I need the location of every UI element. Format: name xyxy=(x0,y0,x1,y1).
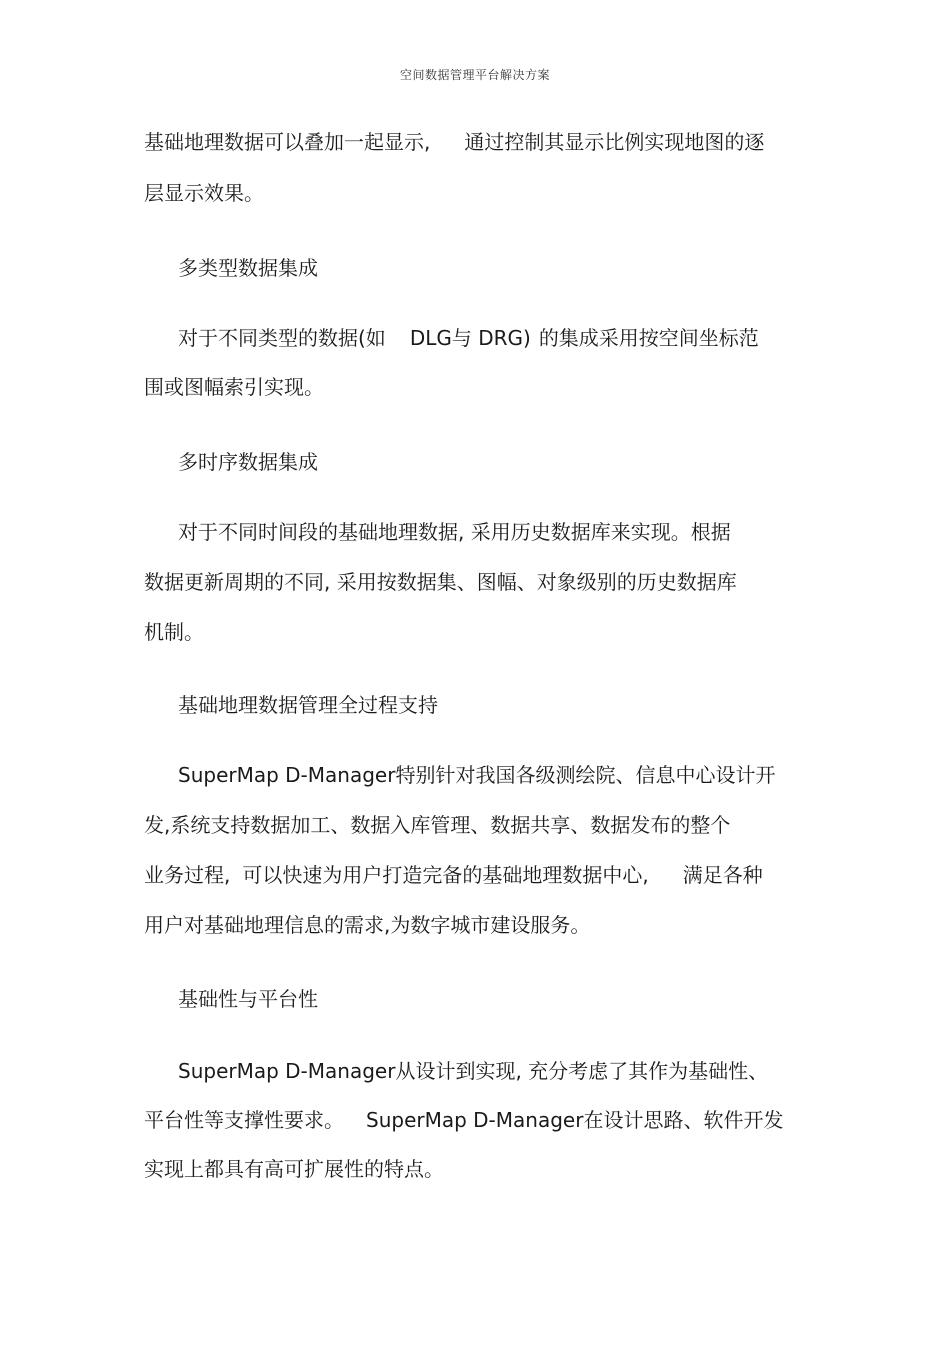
paragraph-line: SuperMap D-Manager从设计到实现, 充分考虑了其作为基础性、 xyxy=(178,1059,769,1083)
text-segment: SuperMap D-Manager在设计思路、软件开发 xyxy=(366,1108,784,1132)
paragraph-line: 实现上都具有高可扩展性的特点。 xyxy=(144,1157,444,1181)
paragraph-line: 围或图幅索引实现。 xyxy=(144,375,324,399)
paragraph-line: 对于不同时间段的基础地理数据, 采用历史数据库来实现。根据 xyxy=(178,520,731,544)
text-segment: DLG与 DRG) xyxy=(409,326,531,350)
section-heading: 多时序数据集成 xyxy=(178,450,318,474)
paragraph-line: 层显示效果。 xyxy=(144,181,264,205)
text-segment: 可以快速为用户打造完备的基础地理数据中心, xyxy=(242,863,649,887)
paragraph-line: 机制。 xyxy=(144,620,204,644)
paragraph-line: 发,系统支持数据加工、数据入库管理、数据共享、数据发布的整个 xyxy=(144,813,731,837)
paragraph-line xyxy=(144,1107,824,1133)
section-heading: 基础性与平台性 xyxy=(178,987,318,1011)
section-heading: 多类型数据集成 xyxy=(178,256,318,280)
text-segment: 平台性等支撑性要求。 xyxy=(144,1108,344,1132)
page-header: 空间数据管理平台解决方案 xyxy=(399,68,550,82)
text-segment: 满足各种 xyxy=(682,863,763,887)
paragraph-line: SuperMap D-Manager特别针对我国各级测绘院、信息中心设计开 xyxy=(178,763,776,787)
paragraph-line xyxy=(144,862,824,888)
paragraph-line: 数据更新周期的不同, 采用按数据集、图幅、对象级别的历史数据库 xyxy=(144,570,737,594)
paragraph-line xyxy=(178,325,858,351)
text-segment: 基础地理数据可以叠加一起显示, xyxy=(144,130,431,154)
paragraph-line: 用户对基础地理信息的需求,为数字城市建设服务。 xyxy=(144,913,591,937)
section-heading: 基础地理数据管理全过程支持 xyxy=(178,693,438,717)
text-segment: 的集成采用按空间坐标范 xyxy=(538,326,759,350)
text-segment: 通过控制其显示比例实现地图的逐 xyxy=(464,130,765,154)
text-segment: 业务过程, xyxy=(144,863,231,887)
paragraph-line xyxy=(144,129,824,155)
text-segment: 对于不同类型的数据(如 xyxy=(178,326,386,350)
